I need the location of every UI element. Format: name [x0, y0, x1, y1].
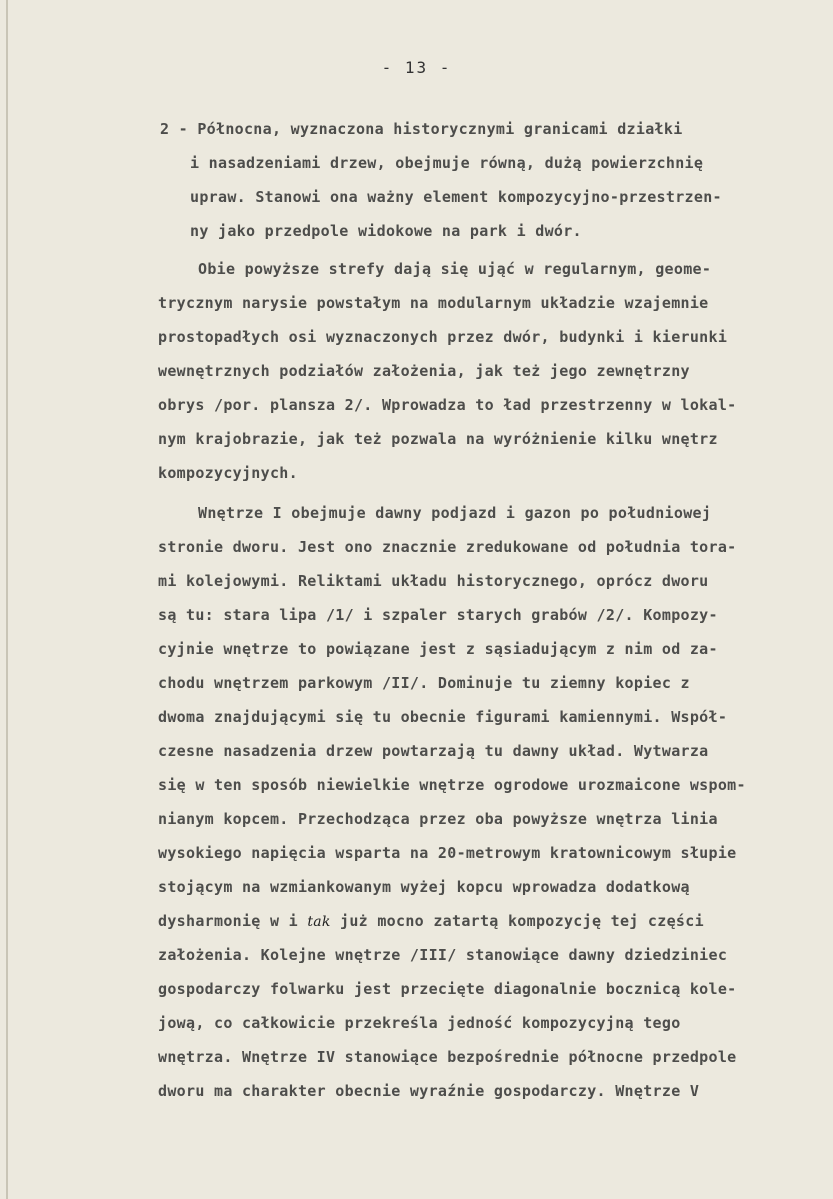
handwritten-insert: tak — [307, 914, 331, 930]
text-line: i nasadzeniami drzew, obejmuje równą, dużą powierzchnię — [190, 154, 704, 172]
text-line-start: dysharmonię w i — [158, 912, 298, 930]
text-line: kompozycyjnych. — [158, 464, 298, 482]
text-line: ny jako przedpole widokowe na park i dwór. — [190, 222, 582, 240]
text-line: wnętrza. Wnętrze IV stanowiące bezpośrednie północne przedpole — [158, 1048, 737, 1066]
text-line: Obie powyższe strefy dają się ująć w regularnym, geome- — [198, 260, 712, 278]
text-line: wewnętrznych podziałów założenia, jak też jego zewnętrzny — [158, 362, 690, 380]
text-line: trycznym narysie powstałym na modularnym układzie wzajemnie — [158, 294, 709, 312]
text-line — [158, 912, 704, 930]
text-line: stronie dworu. Jest ono znacznie zredukowane od południa tora- — [158, 538, 737, 556]
text-line: założenia. Kolejne wnętrze /III/ stanowiące dawny dziedziniec — [158, 946, 728, 964]
text-line: prostopadłych osi wyznaczonych przez dwór, budynki i kierunki — [158, 328, 728, 346]
page-edge-line — [6, 0, 8, 1199]
text-line: jową, co całkowicie przekreśla jedność kompozycyjną tego — [158, 1014, 681, 1032]
text-line: chodu wnętrzem parkowym /II/. Dominuje tu ziemny kopiec z — [158, 674, 690, 692]
text-line: gospodarczy folwarku jest przecięte diagonalnie bocznicą kole- — [158, 980, 737, 998]
text-line-end: już mocno zatartą kompozycję tej części — [340, 912, 704, 930]
text-line: upraw. Stanowi ona ważny element kompozycyjno-przestrzen- — [190, 188, 722, 206]
text-line: 2 - Północna, wyznaczona historycznymi granicami działki — [160, 120, 683, 138]
text-line: dwoma znajdującymi się tu obecnie figurami kamiennymi. Współ- — [158, 708, 728, 726]
text-line: są tu: stara lipa /1/ i szpaler starych grabów /2/. Kompozy- — [158, 606, 718, 624]
text-line: cyjnie wnętrze to powiązane jest z sąsiadującym z nim od za- — [158, 640, 718, 658]
page-number: - 13 - — [381, 58, 452, 77]
text-line: obrys /por. plansza 2/. Wprowadza to ład przestrzenny w lokal- — [158, 396, 737, 414]
text-line: Wnętrze I obejmuje dawny podjazd i gazon po południowej — [198, 504, 712, 522]
text-line: czesne nasadzenia drzew powtarzają tu dawny układ. Wytwarza — [158, 742, 709, 760]
text-line: nianym kopcem. Przechodząca przez oba powyższe wnętrza linia — [158, 810, 718, 828]
text-line: dworu ma charakter obecnie wyraźnie gospodarczy. Wnętrze V — [158, 1082, 700, 1100]
text-line: nym krajobrazie, jak też pozwala na wyróżnienie kilku wnętrz — [158, 430, 718, 448]
text-line: wysokiego napięcia wsparta na 20-metrowym kratownicowym słupie — [158, 844, 737, 862]
text-line: się w ten sposób niewielkie wnętrze ogrodowe urozmaicone wspom- — [158, 776, 746, 794]
text-line: stojącym na wzmiankowanym wyżej kopcu wprowadza dodatkową — [158, 878, 690, 896]
text-line: mi kolejowymi. Reliktami układu historycznego, oprócz dworu — [158, 572, 709, 590]
